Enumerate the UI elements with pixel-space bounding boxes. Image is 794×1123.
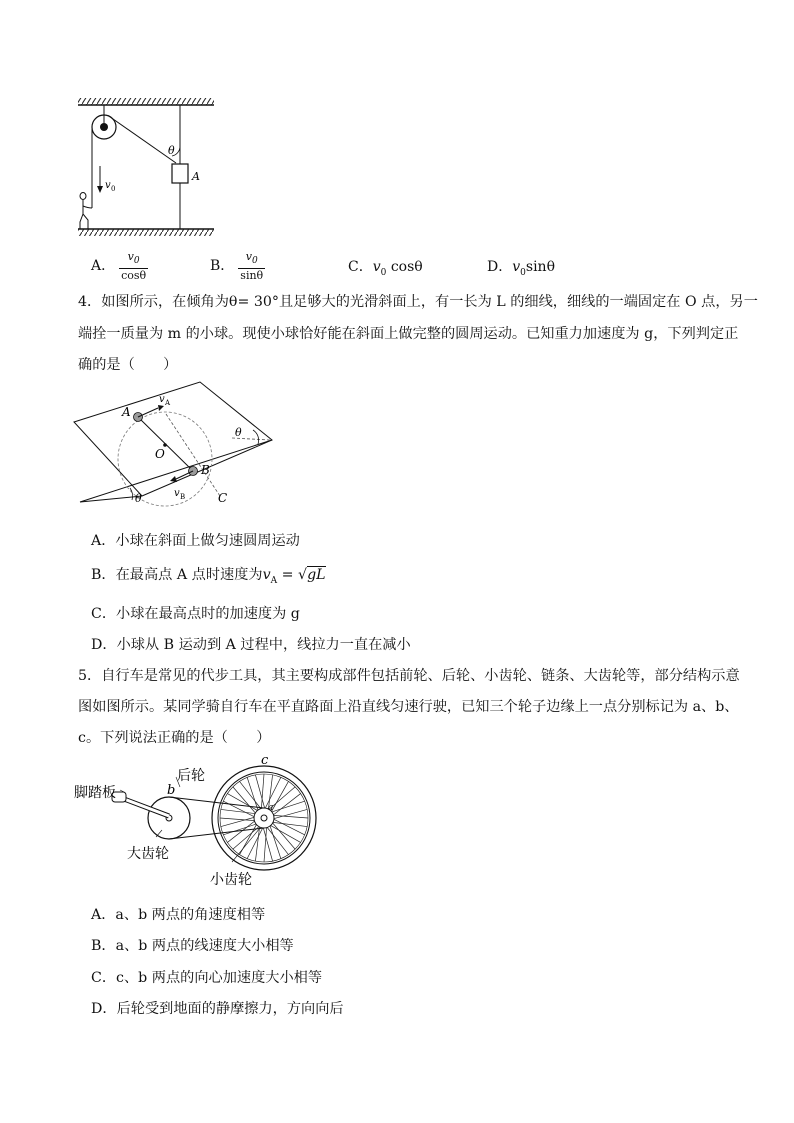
arrow-icon — [158, 405, 164, 411]
label-b: b — [167, 783, 176, 798]
person-icon — [80, 193, 92, 230]
q4-option-c[interactable]: C．小球在最高点时的加速度为 g — [91, 606, 300, 622]
label-small-gear: 小齿轮 — [210, 872, 252, 888]
q5-option-a[interactable]: A．a、b 两点的角速度相等 — [91, 907, 266, 923]
q4-option-b[interactable]: B．在最高点 A 点时速度为$v_A = √gL$ — [91, 567, 326, 586]
q4-stem-line2: 端拴一质量为 m 的小球。现使小球恰好能在斜面上做完整的圆周运动。已知重力加速度为 g，下列判定正 — [78, 326, 739, 342]
q4-option-d[interactable]: D．小球从 B 运动到 A 过程中，线拉力一直在减小 — [91, 637, 411, 653]
block-label: A — [192, 170, 200, 183]
spoke — [221, 809, 257, 813]
spoke — [227, 794, 259, 812]
label-big-gear: 大齿轮 — [127, 846, 169, 862]
bicycle-figure — [72, 754, 322, 890]
theta-label-right: θ — [235, 426, 242, 439]
theta-label: θ — [168, 144, 175, 157]
floor-hatch — [78, 229, 214, 236]
q5-option-b[interactable]: B．a、b 两点的线速度大小相等 — [91, 938, 294, 954]
label-pedal: 脚踏板 — [74, 785, 116, 801]
q4-stem-line3: 确的是（ ） — [78, 357, 178, 373]
fraction: $\frac{v_0}{\cos\theta}$ — [121, 250, 147, 283]
svg-text:B: B — [180, 493, 186, 501]
label-a: a — [268, 803, 274, 813]
rope-incline — [108, 116, 176, 164]
q5-option-d[interactable]: D．后轮受到地面的静摩擦力，方向向后 — [91, 1001, 344, 1017]
q4-stem-line1: 4．如图所示，在倾角为θ= 30°且足够大的光滑斜面上，有一长为 L 的细线，细线的一端固定在 O 点，另一 — [78, 294, 758, 310]
pulley-figure — [72, 96, 222, 242]
svg-text:v: v — [159, 394, 165, 405]
spoke — [233, 787, 257, 815]
svg-text:A: A — [165, 399, 171, 407]
q3-option-c[interactable]: C．$v_0$ cosθ — [348, 259, 423, 278]
svg-text:0: 0 — [111, 185, 116, 193]
spoke — [247, 826, 263, 859]
velocity-label: v — [105, 180, 111, 191]
spoke — [272, 818, 305, 834]
sqrt-icon: √ — [298, 567, 308, 583]
incline-figure — [72, 378, 278, 510]
spoke — [269, 824, 280, 859]
block-a — [172, 164, 188, 183]
q3-option-d[interactable]: D．$v_0\sin\theta$ — [487, 259, 555, 278]
fraction: $\frac{v_0}{\sin\theta}$ — [240, 250, 264, 283]
label-c: c — [261, 754, 269, 768]
q5-stem-line3: c。下列说法正确的是（ ） — [78, 730, 271, 746]
label-c: C — [218, 491, 228, 505]
label-b: B — [201, 463, 210, 477]
label-a: A — [122, 405, 131, 419]
pulley-axle — [100, 123, 108, 131]
spoke — [271, 822, 307, 826]
q5-stem-line2: 图如图所示。某同学骑自行车在平直路面上沿直线匀速行驶，已知三个轮子边缘上一点分别标记为 a、b、 — [78, 699, 739, 715]
svg-text:v: v — [174, 488, 180, 499]
q5-option-c[interactable]: C．c、b 两点的向心加速度大小相等 — [91, 970, 323, 986]
spoke — [271, 821, 295, 849]
label-o: O — [155, 447, 165, 461]
q4-option-a[interactable]: A．小球在斜面上做匀速圆周运动 — [91, 533, 300, 549]
theta-label-left: θ — [135, 492, 142, 505]
label-rear-wheel: 后轮 — [177, 768, 205, 784]
spoke — [270, 801, 305, 812]
spoke — [269, 824, 301, 842]
spoke — [255, 825, 259, 861]
arrow-down-icon — [97, 186, 103, 193]
q3-option-a[interactable]: A． $\frac{v_0}{\cos\theta}$ — [91, 250, 147, 283]
ceiling-hatch — [78, 98, 214, 105]
q5-stem-line1: 5．自行车是常见的代步工具，其主要构成部件包括前轮、后轮、小齿轮、链条、大齿轮等，部分结构示意 — [78, 668, 740, 684]
arrow-icon — [170, 476, 177, 482]
q3-option-b[interactable]: B． $\frac{v_0}{\sin\theta}$ — [210, 250, 264, 283]
